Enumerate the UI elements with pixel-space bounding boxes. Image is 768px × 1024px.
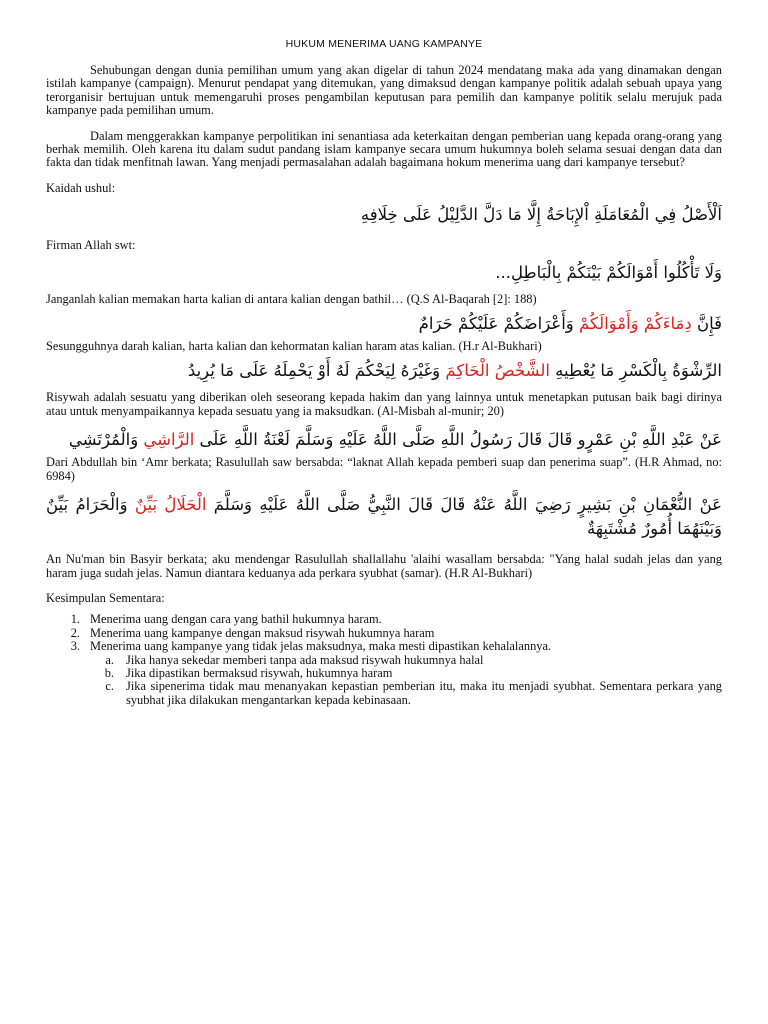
- firman-label: Firman Allah swt:: [46, 238, 136, 253]
- list-letter: a.: [105, 652, 114, 667]
- list-letter: c.: [105, 679, 114, 694]
- arabic-hadith-numan: [46, 493, 722, 541]
- list-text: Jika sipenerima tidak mau menanyakan kepastian pemberian itu, maka itu menjadi syubhat. Sementara perkara yang syubhat jika dilakukan mengantarkan kepada kebinasaan.: [126, 679, 722, 707]
- list-item: [46, 627, 722, 640]
- arabic-text: وَغَيْرَهُ لِيَحْكُمَ لَهُ أَوْ يَحْمِلَهُ عَلَى مَا يُرِيدُ: [187, 361, 446, 381]
- sub-list-item: [90, 654, 722, 667]
- arabic-text: فَإِنَّ: [691, 314, 722, 334]
- list-number: 3.: [70, 639, 80, 654]
- kaidah-label: Kaidah ushul:: [46, 180, 116, 195]
- list-number: 2.: [70, 625, 80, 640]
- sub-conclusion-list: [90, 654, 722, 708]
- arabic-text: وَالْحَرَامُ بَيِّنٌ وَبَيْنَهُمَا أُمُورٌ مُشْتَبِهَةٌ: [46, 495, 722, 539]
- list-text: Jika hanya sekedar memberi tanpa ada maksud risywah hukumnya halal: [126, 652, 484, 667]
- arabic-highlight: دِمَاءَكُمْ وَأَمْوَالَكُمْ: [579, 314, 692, 334]
- arabic-hadith-bukhari: [46, 312, 722, 336]
- arabic-kaidah: اَلْأَصْلُ فِي الْمُعَامَلَةِ اْلإِبَاحَةُ إِلَّا مَا دَلَّ الدَّلِيْلُ عَلَى خِلَافِهِ: [360, 205, 722, 225]
- page-title: HUKUM MENERIMA UANG KAMPANYE: [285, 38, 483, 50]
- list-number: 1.: [70, 612, 80, 627]
- arabic-text: وَأَعْرَاضَكُمْ عَلَيْكُمْ حَرَامٌ: [418, 314, 580, 334]
- list-text: Menerima uang kampanye yang tidak jelas maksudnya, maka mesti dipastikan kehalalannya.: [90, 639, 552, 654]
- translation-quran: Janganlah kalian memakan harta kalian di antara kalian dengan bathil… (Q.S Al-Baqarah [2]: 188): [46, 291, 537, 306]
- list-item-body: [90, 640, 722, 707]
- arabic-text: عَنْ عَبْدِ اللَّهِ بْنِ عَمْرٍو قَالَ قَالَ رَسُولُ اللَّهِ صَلَّى اللَّهُ عَلَيْهِ وَسَلَّمَ لَعْنَةُ اللَّهِ عَلَى: [194, 430, 722, 450]
- arabic-text: الرِّشْوَةُ بِالْكَسْرِ مَا يُعْطِيهِ: [549, 361, 722, 381]
- list-text: Jika dipastikan bermaksud risywah, hukumnya haram: [126, 665, 393, 680]
- arabic-risywah-definition: [46, 359, 722, 383]
- list-item: [46, 613, 722, 626]
- translation-hadith-bukhari: Sesungguhnya darah kalian, harta kalian dan kehormatan kalian haram atas kalian. (H.r Al-Bukhari): [46, 339, 542, 354]
- list-text: Menerima uang dengan cara yang bathil hukumnya haram.: [90, 612, 382, 627]
- sub-list-item: [90, 667, 722, 680]
- list-letter: b.: [104, 665, 114, 680]
- translation-hadith-ahmad: Dari Abdullah bin ‘Amr berkata; Rasulullah saw bersabda: “laknat Allah kepada pemberi suap dan penerima suap”. (H.R Ahmad, no: 6984): [46, 455, 722, 483]
- conclusion-list: [46, 613, 722, 707]
- arabic-highlight: الرَّاشِي: [143, 430, 195, 450]
- kesimpulan-label: Kesimpulan Sementara:: [46, 590, 165, 605]
- arabic-text: عَنْ النُّعْمَانِ بْنِ بَشِيرٍ رَضِيَ اللَّهُ عَنْهُ قَالَ قَالَ النَّبِيُّ صَلَّى اللَّهُ عَلَيْهِ وَسَلَّمَ: [206, 495, 722, 515]
- paragraph-context: Dalam menggerakkan kampanye perpolitikan ini senantiasa ada keterkaitan dengan pemberian uang kepada orang-orang yang berhak memilih. Oleh karena itu dalam sudut pandang islam kampanye secara umum hukumnya boleh selama sesuai dengan data dan fakta dan tidak menfitnah lawan. Yang menjadi permasalahan adalah bagaimana hokum menerima uang dari kampanye tersebut?: [46, 128, 722, 170]
- list-text: Menerima uang kampanye dengan maksud risywah hukumnya haram: [90, 625, 435, 640]
- translation-hadith-numan: An Nu'man bin Basyir berkata; aku mendengar Rasulullah shallallahu 'alaihi wasallam bersabda: "Yang halal sudah jelas dan yang haram juga sudah jelas. Namun diantara keduanya ada perkara syubhat (samar). (H.R Al-Bukhari): [46, 552, 722, 580]
- arabic-highlight: الْحَلَالُ بَيِّنٌ: [134, 495, 207, 515]
- paragraph-intro: Sehubungan dengan dunia pemilihan umum yang akan digelar di tahun 2024 mendatang maka ada yang dinamakan dengan istilah kampanye (campaign). Menurut pendapat yang ditemukan, yang dimaksud dengan kampanye politik adalah sebuah upaya yang terorganisir bertujuan untuk memengaruhi proses pengambilan keputusan para pemilih dan kampanye politik selalu merujuk pada kampanye pada pemilihan umum.: [46, 63, 722, 118]
- arabic-quran-verse: وَلَا تَأْكُلُوا أَمْوَالَكُمْ بَيْنَكُمْ بِالْبَاطِلِ...: [495, 262, 722, 282]
- arabic-text: وَالْمُرْتَشِي: [68, 430, 144, 450]
- arabic-highlight: الشَّخْصُ الْحَاكِمَ: [445, 361, 550, 381]
- list-item: [46, 640, 722, 707]
- arabic-hadith-ahmad: [46, 428, 722, 452]
- translation-risywah: Risywah adalah sesuatu yang diberikan oleh seseorang kepada hakim dan yang lainnya untuk menetapkan putusan baik bagi dirinya atau untuk menyampaikannya kepada sesuatu yang ia maksudkan. (Al-Misbah al-munir; 20): [46, 390, 722, 418]
- sub-list-item: [90, 680, 722, 707]
